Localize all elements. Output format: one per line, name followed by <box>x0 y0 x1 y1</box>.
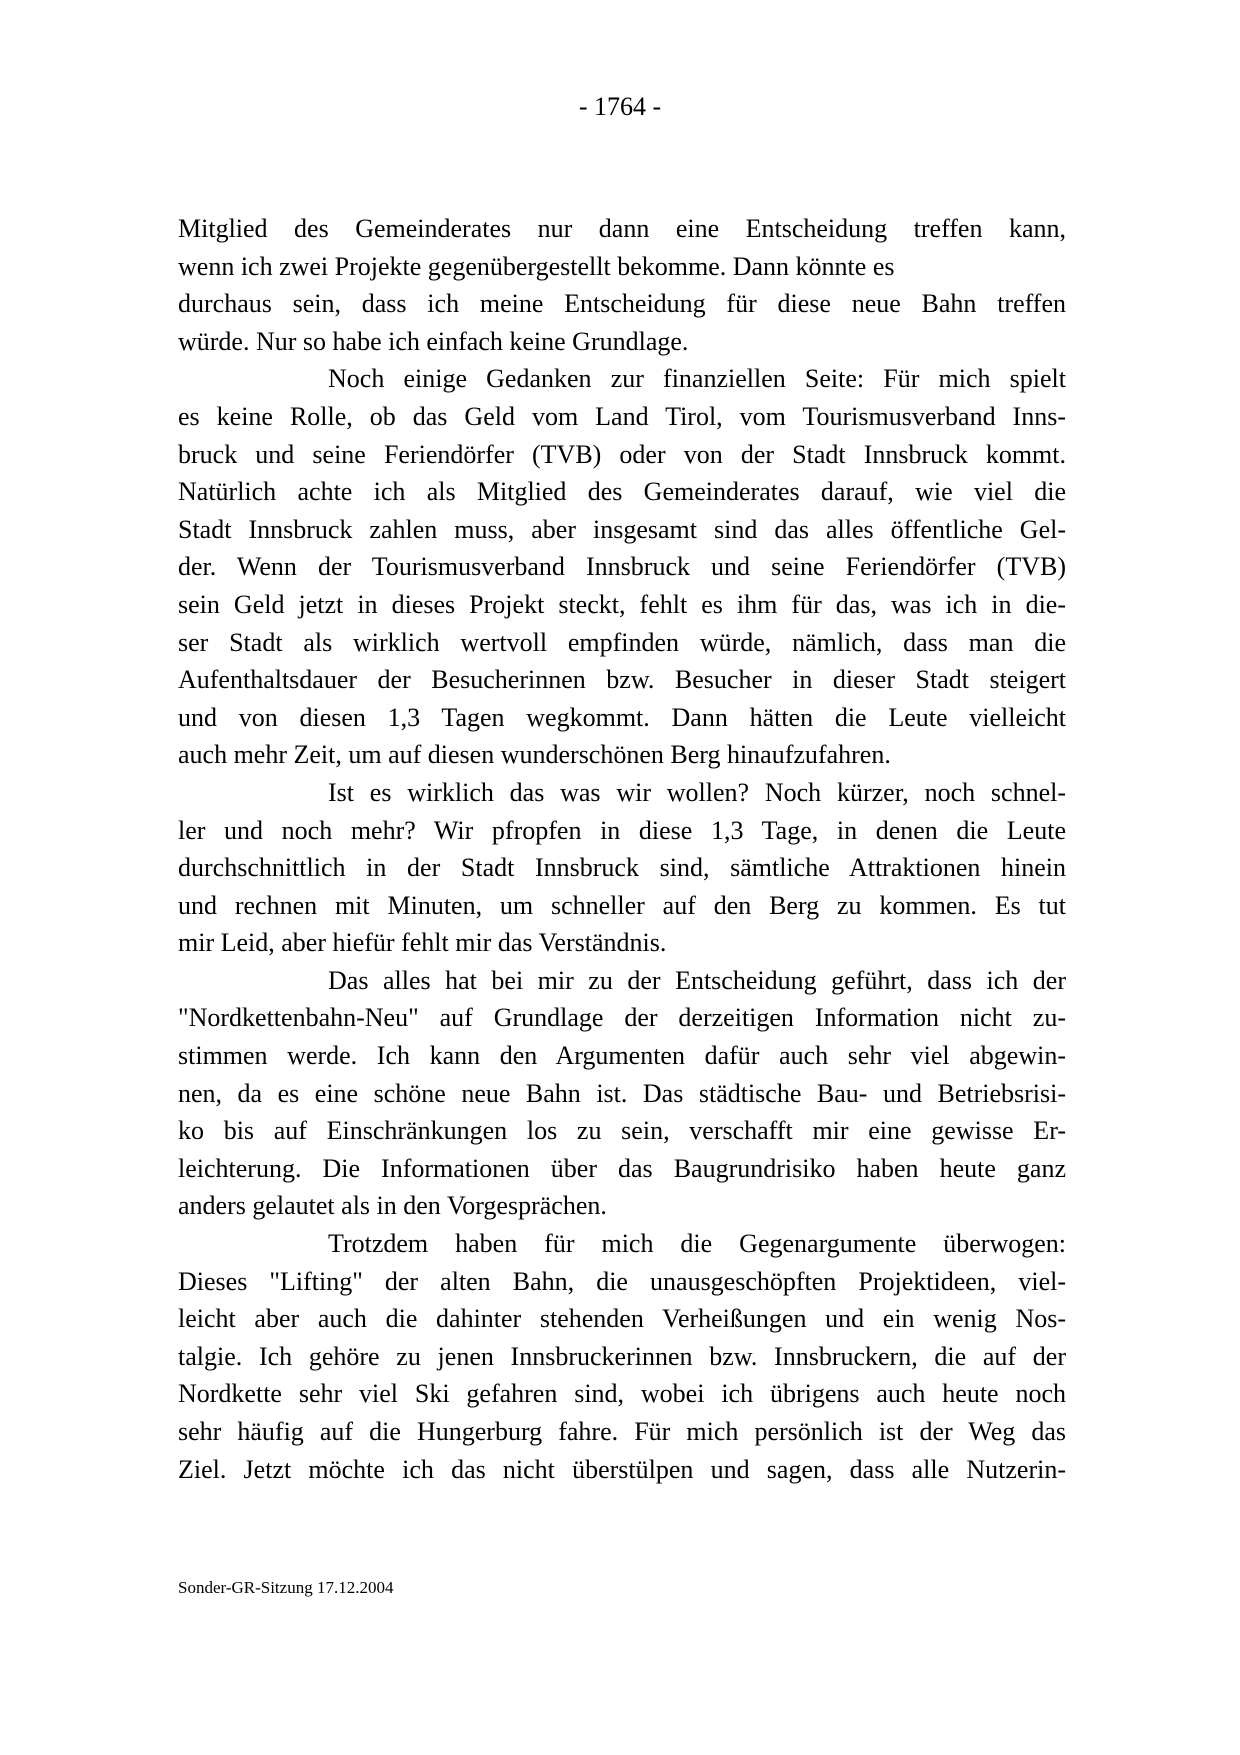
footer: Sonder-GR-Sitzung 17.12.2004 <box>178 1578 394 1597</box>
text-line: Natürlich achte ich als Mitglied des Gemeinderates darauf, wie viel die <box>178 477 1066 507</box>
text-line: durchaus sein, dass ich meine Entscheidung für diese neue Bahn treffen <box>178 289 1066 319</box>
text-line: leichterung. Die Informationen über das Baugrundrisiko haben heute ganz <box>178 1153 1066 1183</box>
text-line: und von diesen 1,3 Tagen wegkommt. Dann hätten die Leute vielleicht <box>178 702 1066 732</box>
text-line: Dieses "Lifting" der alten Bahn, die unausgeschöpften Projektideen, viel- <box>178 1266 1066 1296</box>
text-line: leicht aber auch die dahinter stehenden Verheißungen und ein wenig Nos- <box>178 1304 1066 1334</box>
text-line: "Nordkettenbahn-Neu" auf Grundlage der derzeitigen Information nicht zu- <box>178 1003 1066 1033</box>
text-line: ko bis auf Einschränkungen los zu sein, verschafft mir eine gewisse Er- <box>178 1116 1066 1146</box>
paragraph-2 <box>178 360 1066 774</box>
text-line: sehr häufig auf die Hungerburg fahre. Für mich persönlich ist der Weg das <box>178 1417 1066 1446</box>
text-line: ser Stadt als wirklich wertvoll empfinden würde, nämlich, dass man die <box>178 627 1066 657</box>
text-line: durchschnittlich in der Stadt Innsbruck sind, sämtliche Attraktionen hinein <box>178 853 1066 883</box>
text-line: es keine Rolle, ob das Geld vom Land Tirol, vom Tourismusverband Inns- <box>178 401 1066 431</box>
text-line: Trotzdem haben für mich die Gegenargumente überwogen: <box>328 1229 1066 1259</box>
paragraph-5 <box>178 1225 1066 1488</box>
text-line: Stadt Innsbruck zahlen muss, aber insgesamt sind das alles öffentliche Gel- <box>178 514 1066 544</box>
text-line: ler und noch mehr? Wir pfropfen in diese 1,3 Tage, in denen die Leute <box>178 815 1066 845</box>
text-line: auch mehr Zeit, um auf diesen wunderschönen Berg hinaufzufahren. <box>178 740 891 770</box>
text-line: Nordkette sehr viel Ski gefahren sind, wobei ich übrigens auch heute noch <box>178 1379 1066 1409</box>
text-line: Noch einige Gedanken zur finanziellen Seite: Für mich spielt <box>328 364 1066 394</box>
text-line: anders gelautet als in den Vorgesprächen. <box>178 1191 607 1221</box>
text-line: wenn ich zwei Projekte gegenübergestellt bekomme. Dann könnte es <box>178 251 895 281</box>
text-line: und rechnen mit Minuten, um schneller auf den Berg zu kommen. Es tut <box>178 890 1066 920</box>
text-line: Das alles hat bei mir zu der Entscheidung geführt, dass ich der <box>328 965 1066 995</box>
text-line: Ziel. Jetzt möchte ich das nicht überstülpen und sagen, dass alle Nutzerin- <box>178 1454 1066 1484</box>
paragraph-3 <box>178 774 1066 962</box>
text-line: Aufenthaltsdauer der Besucherinnen bzw. Besucher in dieser Stadt steigert <box>178 665 1066 695</box>
text-line: Ist es wirklich das was wir wollen? Noch kürzer, noch schnel- <box>328 777 1066 807</box>
text-line: nen, da es eine schöne neue Bahn ist. Das städtische Bau- und Betriebsrisi- <box>178 1078 1066 1108</box>
text-line: der. Wenn der Tourismusverband Innsbruck und seine Feriendörfer (TVB) <box>178 552 1066 582</box>
text-line: talgie. Ich gehöre zu jenen Innsbruckerinnen bzw. Innsbruckern, die auf der <box>178 1341 1066 1371</box>
text-line: würde. Nur so habe ich einfach keine Grundlage. <box>178 326 689 356</box>
text-line: Mitglied des Gemeinderates nur dann eine Entscheidung treffen kann, <box>178 214 1066 243</box>
paragraph-4 <box>178 962 1066 1225</box>
paragraph-1 <box>178 210 1066 360</box>
text-line: bruck und seine Feriendörfer (TVB) oder von der Stadt Innsbruck kommt. <box>178 439 1066 469</box>
text-line: stimmen werde. Ich kann den Argumenten dafür auch sehr viel abgewin- <box>178 1041 1066 1071</box>
text-line: sein Geld jetzt in dieses Projekt steckt, fehlt es ihm für das, was ich in die- <box>178 589 1066 619</box>
text-line: mir Leid, aber hiefür fehlt mir das Verständnis. <box>178 928 667 958</box>
page-number: - 1764 - <box>578 92 662 121</box>
body-text <box>178 210 1066 1488</box>
